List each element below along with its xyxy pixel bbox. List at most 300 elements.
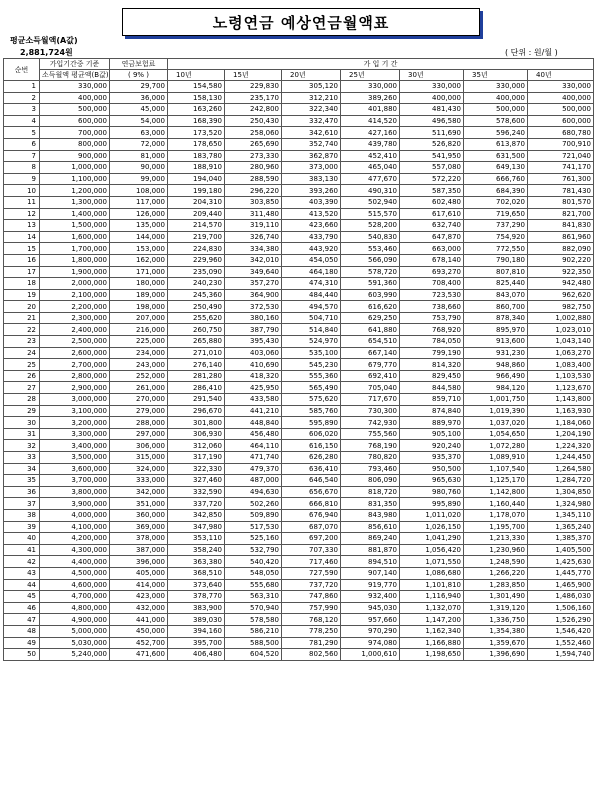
table-cell: 4,700,000 (40, 591, 110, 603)
table-cell: 919,770 (341, 579, 400, 591)
table-cell: 586,210 (225, 625, 282, 637)
table-cell: 22 (4, 324, 40, 336)
table-row (4, 509, 594, 521)
table-cell: 913,600 (464, 336, 528, 348)
table-cell: 15 (4, 243, 40, 255)
table-cell: 250,490 (168, 301, 225, 313)
table-cell: 330,000 (341, 81, 400, 93)
table-cell: 754,920 (464, 231, 528, 243)
table-cell: 814,320 (400, 359, 464, 371)
table-cell: 548,050 (225, 567, 282, 579)
table-cell: 3 (4, 104, 40, 116)
table-cell: 322,340 (282, 104, 341, 116)
table-cell: 20 (4, 301, 40, 313)
table-cell: 393,260 (282, 185, 341, 197)
table-cell: 30 (4, 417, 40, 429)
table-cell: 1,552,460 (528, 637, 594, 649)
page-title: 노령연금 예상연금월액표 (122, 8, 480, 36)
table-cell: 723,530 (400, 289, 464, 301)
table-cell: 555,360 (282, 370, 341, 382)
table-cell: 29,700 (110, 81, 168, 93)
table-cell: 24 (4, 347, 40, 359)
table-cell: 373,640 (168, 579, 225, 591)
table-cell: 504,710 (282, 312, 341, 324)
table-cell: 400,000 (400, 92, 464, 104)
table-cell: 1,230,960 (464, 544, 528, 556)
table-cell: 1,465,900 (528, 579, 594, 591)
table-cell: 117,000 (110, 196, 168, 208)
table-cell: 1,160,440 (464, 498, 528, 510)
header-year-30: 30년 (400, 70, 464, 81)
table-cell: 243,000 (110, 359, 168, 371)
table-cell: 400,000 (40, 92, 110, 104)
table-cell: 2 (4, 92, 40, 104)
table-cell: 425,950 (225, 382, 282, 394)
table-cell: 1,041,290 (400, 533, 464, 545)
table-cell: 613,870 (464, 138, 528, 150)
table-cell: 1,248,590 (464, 556, 528, 568)
table-cell: 39 (4, 521, 40, 533)
table-cell: 342,850 (168, 509, 225, 521)
table-cell: 606,020 (282, 428, 341, 440)
table-cell: 234,000 (110, 347, 168, 359)
table-cell: 1,506,160 (528, 602, 594, 614)
table-cell: 649,130 (464, 162, 528, 174)
table-cell: 162,000 (110, 254, 168, 266)
table-cell: 693,270 (400, 266, 464, 278)
table-cell: 2,000,000 (40, 278, 110, 290)
table-cell: 12 (4, 208, 40, 220)
table-cell: 966,490 (464, 370, 528, 382)
table-row (4, 289, 594, 301)
table-row (4, 521, 594, 533)
table-cell: 654,510 (341, 336, 400, 348)
table-cell: 678,140 (400, 254, 464, 266)
table-cell: 1,301,490 (464, 591, 528, 603)
table-cell: 768,920 (400, 324, 464, 336)
header-income-line2: 소득월액 평균액(B값) (40, 70, 110, 81)
table-cell: 301,800 (168, 417, 225, 429)
table-cell: 935,370 (400, 452, 464, 464)
table-cell: 4,500,000 (40, 567, 110, 579)
table-row (4, 359, 594, 371)
table-row (4, 220, 594, 232)
table-cell: 225,000 (110, 336, 168, 348)
table-cell: 40 (4, 533, 40, 545)
table-cell: 515,570 (341, 208, 400, 220)
table-cell: 895,970 (464, 324, 528, 336)
table-cell: 1,600,000 (40, 231, 110, 243)
table-cell: 46 (4, 602, 40, 614)
table-cell: 588,500 (225, 637, 282, 649)
table-cell: 25 (4, 359, 40, 371)
table-cell: 3,700,000 (40, 475, 110, 487)
table-cell: 432,000 (110, 602, 168, 614)
table-cell: 54,000 (110, 115, 168, 127)
table-cell: 646,540 (282, 475, 341, 487)
table-cell: 8 (4, 162, 40, 174)
table-cell: 922,350 (528, 266, 594, 278)
table-cell: 207,000 (110, 312, 168, 324)
table-cell: 3,900,000 (40, 498, 110, 510)
table-cell: 337,720 (168, 498, 225, 510)
table-cell: 276,140 (168, 359, 225, 371)
header-period: 가 입 기 간 (168, 59, 594, 70)
table-cell: 342,010 (225, 254, 282, 266)
table-cell: 471,600 (110, 649, 168, 661)
table-cell: 932,400 (341, 591, 400, 603)
table-cell: 5,030,000 (40, 637, 110, 649)
table-row (4, 649, 594, 661)
table-cell: 881,870 (341, 544, 400, 556)
table-row (4, 591, 594, 603)
table-cell: 433,580 (225, 394, 282, 406)
table-cell: 829,450 (400, 370, 464, 382)
table-cell: 454,050 (282, 254, 341, 266)
table-row (4, 463, 594, 475)
table-cell: 36,000 (110, 92, 168, 104)
table-cell: 1,043,140 (528, 336, 594, 348)
table-row (4, 92, 594, 104)
table-cell: 757,990 (282, 602, 341, 614)
table-cell: 636,410 (282, 463, 341, 475)
table-cell: 7 (4, 150, 40, 162)
table-row (4, 231, 594, 243)
table-row (4, 382, 594, 394)
table-cell: 980,760 (400, 486, 464, 498)
table-cell: 418,320 (225, 370, 282, 382)
table-cell: 1,163,930 (528, 405, 594, 417)
table-cell: 413,520 (282, 208, 341, 220)
table-cell: 647,870 (400, 231, 464, 243)
table-cell: 1,101,810 (400, 579, 464, 591)
header-income-line1: 가입기간중 기준 (40, 59, 110, 70)
table-cell: 502,940 (341, 196, 400, 208)
table-cell: 717,460 (282, 556, 341, 568)
table-cell: 807,810 (464, 266, 528, 278)
table-cell: 1,023,010 (528, 324, 594, 336)
table-row (4, 452, 594, 464)
table-cell: 16 (4, 254, 40, 266)
table-cell: 279,000 (110, 405, 168, 417)
table-cell: 403,060 (225, 347, 282, 359)
table-cell: 452,700 (110, 637, 168, 649)
table-cell: 509,890 (225, 509, 282, 521)
table-cell: 378,770 (168, 591, 225, 603)
table-cell: 1,365,240 (528, 521, 594, 533)
table-cell: 894,510 (341, 556, 400, 568)
table-cell: 45,000 (110, 104, 168, 116)
table-cell: 180,000 (110, 278, 168, 290)
table-cell: 48 (4, 625, 40, 637)
table-cell: 427,160 (341, 127, 400, 139)
table-cell: 288,590 (225, 173, 282, 185)
table-cell: 4,200,000 (40, 533, 110, 545)
table-cell: 859,710 (400, 394, 464, 406)
table-cell: 306,000 (110, 440, 168, 452)
table-cell: 255,620 (168, 312, 225, 324)
table-cell: 2,600,000 (40, 347, 110, 359)
table-row (4, 150, 594, 162)
table-cell: 1,000,610 (341, 649, 400, 661)
table-cell: 163,260 (168, 104, 225, 116)
table-row (4, 544, 594, 556)
table-cell: 342,000 (110, 486, 168, 498)
table-cell: 2,500,000 (40, 336, 110, 348)
table-cell: 26 (4, 370, 40, 382)
table-cell: 676,940 (282, 509, 341, 521)
table-cell: 2,900,000 (40, 382, 110, 394)
table-cell: 441,210 (225, 405, 282, 417)
unit-label: ( 단위 : 원/월 ) (505, 48, 558, 57)
table-cell: 4,400,000 (40, 556, 110, 568)
table-row (4, 254, 594, 266)
table-cell: 406,480 (168, 649, 225, 661)
table-cell: 631,500 (464, 150, 528, 162)
table-cell: 1,054,650 (464, 428, 528, 440)
table-cell: 995,890 (400, 498, 464, 510)
table-cell: 342,610 (282, 127, 341, 139)
table-cell: 931,230 (464, 347, 528, 359)
table-cell: 351,000 (110, 498, 168, 510)
table-cell: 1,200,000 (40, 185, 110, 197)
table-cell: 1,142,800 (464, 486, 528, 498)
table-cell: 2,300,000 (40, 312, 110, 324)
table-row (4, 243, 594, 255)
table-cell: 700,000 (40, 127, 110, 139)
table-row (4, 301, 594, 313)
header-year-10: 10년 (168, 70, 225, 81)
table-cell: 383,900 (168, 602, 225, 614)
table-cell: 1,001,750 (464, 394, 528, 406)
table-cell: 1,103,530 (528, 370, 594, 382)
table-cell: 1,204,190 (528, 428, 594, 440)
table-cell: 479,370 (225, 463, 282, 475)
table-cell: 616,150 (282, 440, 341, 452)
table-cell: 761,300 (528, 173, 594, 185)
table-cell: 666,810 (282, 498, 341, 510)
table-cell: 380,160 (225, 312, 282, 324)
table-cell: 1,083,400 (528, 359, 594, 371)
table-cell: 270,000 (110, 394, 168, 406)
table-cell: 29 (4, 405, 40, 417)
table-row (4, 486, 594, 498)
table-row (4, 104, 594, 116)
table-cell: 697,200 (282, 533, 341, 545)
table-cell: 99,000 (110, 173, 168, 185)
table-cell: 667,140 (341, 347, 400, 359)
table-cell: 4,600,000 (40, 579, 110, 591)
table-cell: 680,780 (528, 127, 594, 139)
table-cell: 183,780 (168, 150, 225, 162)
table-cell: 1,037,020 (464, 417, 528, 429)
table-row (4, 556, 594, 568)
table-cell: 790,180 (464, 254, 528, 266)
table-cell: 781,430 (528, 185, 594, 197)
table-cell: 21 (4, 312, 40, 324)
table-cell: 312,060 (168, 440, 225, 452)
table-cell: 189,000 (110, 289, 168, 301)
table-cell: 818,720 (341, 486, 400, 498)
table-cell: 1 (4, 81, 40, 93)
table-cell: 297,000 (110, 428, 168, 440)
table-cell: 258,060 (225, 127, 282, 139)
table-cell: 1,162,340 (400, 625, 464, 637)
table-cell: 13 (4, 220, 40, 232)
table-row (4, 428, 594, 440)
table-cell: 860,700 (464, 301, 528, 313)
table-cell: 317,190 (168, 452, 225, 464)
table-cell: 831,350 (341, 498, 400, 510)
table-cell: 666,760 (464, 173, 528, 185)
table-cell: 1,132,070 (400, 602, 464, 614)
table-cell: 240,230 (168, 278, 225, 290)
table-row (4, 625, 594, 637)
table-cell: 188,910 (168, 162, 225, 174)
table-cell: 3,600,000 (40, 463, 110, 475)
table-cell: 801,570 (528, 196, 594, 208)
table-cell: 265,880 (168, 336, 225, 348)
table-cell: 245,360 (168, 289, 225, 301)
table-cell: 352,740 (282, 138, 341, 150)
table-cell: 319,110 (225, 220, 282, 232)
table-row (4, 498, 594, 510)
table-cell: 364,900 (225, 289, 282, 301)
table-cell: 450,000 (110, 625, 168, 637)
table-cell: 315,000 (110, 452, 168, 464)
table-cell: 50 (4, 649, 40, 661)
table-cell: 1,445,770 (528, 567, 594, 579)
table-cell: 843,070 (464, 289, 528, 301)
table-cell: 414,000 (110, 579, 168, 591)
table-cell: 405,000 (110, 567, 168, 579)
table-cell: 500,000 (40, 104, 110, 116)
table-cell: 286,410 (168, 382, 225, 394)
table-cell: 1,284,720 (528, 475, 594, 487)
table-cell: 3,200,000 (40, 417, 110, 429)
table-cell: 423,660 (282, 220, 341, 232)
table-cell: 948,860 (464, 359, 528, 371)
table-cell: 882,090 (528, 243, 594, 255)
table-cell: 214,570 (168, 220, 225, 232)
table-cell: 600,000 (528, 115, 594, 127)
table-cell: 541,950 (400, 150, 464, 162)
table-cell: 154,580 (168, 81, 225, 93)
table-cell: 296,670 (168, 405, 225, 417)
table-cell: 373,000 (282, 162, 341, 174)
table-cell: 1,072,280 (464, 440, 528, 452)
table-cell: 719,650 (464, 208, 528, 220)
table-cell: 439,780 (341, 138, 400, 150)
table-cell: 1,116,940 (400, 591, 464, 603)
table-cell: 3,300,000 (40, 428, 110, 440)
table-row (4, 324, 594, 336)
table-cell: 1,056,420 (400, 544, 464, 556)
table-cell: 3,800,000 (40, 486, 110, 498)
table-cell: 229,830 (225, 81, 282, 93)
table-cell: 17 (4, 266, 40, 278)
table-cell: 490,310 (341, 185, 400, 197)
table-cell: 19 (4, 289, 40, 301)
table-cell: 707,330 (282, 544, 341, 556)
table-cell: 1,244,450 (528, 452, 594, 464)
table-cell: 753,790 (400, 312, 464, 324)
table-cell: 524,970 (282, 336, 341, 348)
table-cell: 387,790 (225, 324, 282, 336)
table-cell: 4,300,000 (40, 544, 110, 556)
table-row (4, 614, 594, 626)
table-cell: 1,019,390 (464, 405, 528, 417)
table-cell: 1,071,550 (400, 556, 464, 568)
table-cell: 32 (4, 440, 40, 452)
table-cell: 158,130 (168, 92, 225, 104)
table-cell: 153,000 (110, 243, 168, 255)
table-cell: 591,360 (341, 278, 400, 290)
table-cell: 471,740 (225, 452, 282, 464)
table-cell: 1,405,500 (528, 544, 594, 556)
avg-income-label: 평균소득월액(A값) (10, 36, 78, 45)
table-row (4, 115, 594, 127)
table-cell: 1,400,000 (40, 208, 110, 220)
table-cell: 72,000 (110, 138, 168, 150)
table-cell: 1,800,000 (40, 254, 110, 266)
table-cell: 135,000 (110, 220, 168, 232)
table-cell: 737,290 (464, 220, 528, 232)
table-cell: 1,500,000 (40, 220, 110, 232)
header-year-40: 40년 (528, 70, 594, 81)
table-cell: 747,860 (282, 591, 341, 603)
table-cell: 2,400,000 (40, 324, 110, 336)
table-cell: 1,283,850 (464, 579, 528, 591)
table-cell: 821,700 (528, 208, 594, 220)
table-cell: 856,610 (341, 521, 400, 533)
table-cell: 545,230 (282, 359, 341, 371)
table-cell: 90,000 (110, 162, 168, 174)
table-cell: 474,310 (282, 278, 341, 290)
table-cell: 494,630 (225, 486, 282, 498)
table-cell: 4,000,000 (40, 509, 110, 521)
header-year-15: 15년 (225, 70, 282, 81)
table-cell: 400,000 (528, 92, 594, 104)
table-cell: 389,030 (168, 614, 225, 626)
table-cell: 3,000,000 (40, 394, 110, 406)
table-row (4, 138, 594, 150)
table-cell: 861,960 (528, 231, 594, 243)
table-cell: 1,266,220 (464, 567, 528, 579)
table-cell: 1,900,000 (40, 266, 110, 278)
table-cell: 178,650 (168, 138, 225, 150)
table-cell: 844,580 (400, 382, 464, 394)
table-cell: 2,700,000 (40, 359, 110, 371)
table-cell: 481,430 (400, 104, 464, 116)
table-cell: 578,580 (225, 614, 282, 626)
table-row (4, 417, 594, 429)
table-row (4, 278, 594, 290)
table-cell: 389,260 (341, 92, 400, 104)
table-cell: 333,000 (110, 475, 168, 487)
table-cell: 209,440 (168, 208, 225, 220)
table-cell: 721,040 (528, 150, 594, 162)
table-cell: 687,070 (282, 521, 341, 533)
table-cell: 4,800,000 (40, 602, 110, 614)
table-cell: 500,000 (464, 104, 528, 116)
table-cell: 3,500,000 (40, 452, 110, 464)
table-cell: 378,000 (110, 533, 168, 545)
table-cell: 360,000 (110, 509, 168, 521)
table-cell: 984,120 (464, 382, 528, 394)
table-cell: 741,170 (528, 162, 594, 174)
table-cell: 970,290 (341, 625, 400, 637)
